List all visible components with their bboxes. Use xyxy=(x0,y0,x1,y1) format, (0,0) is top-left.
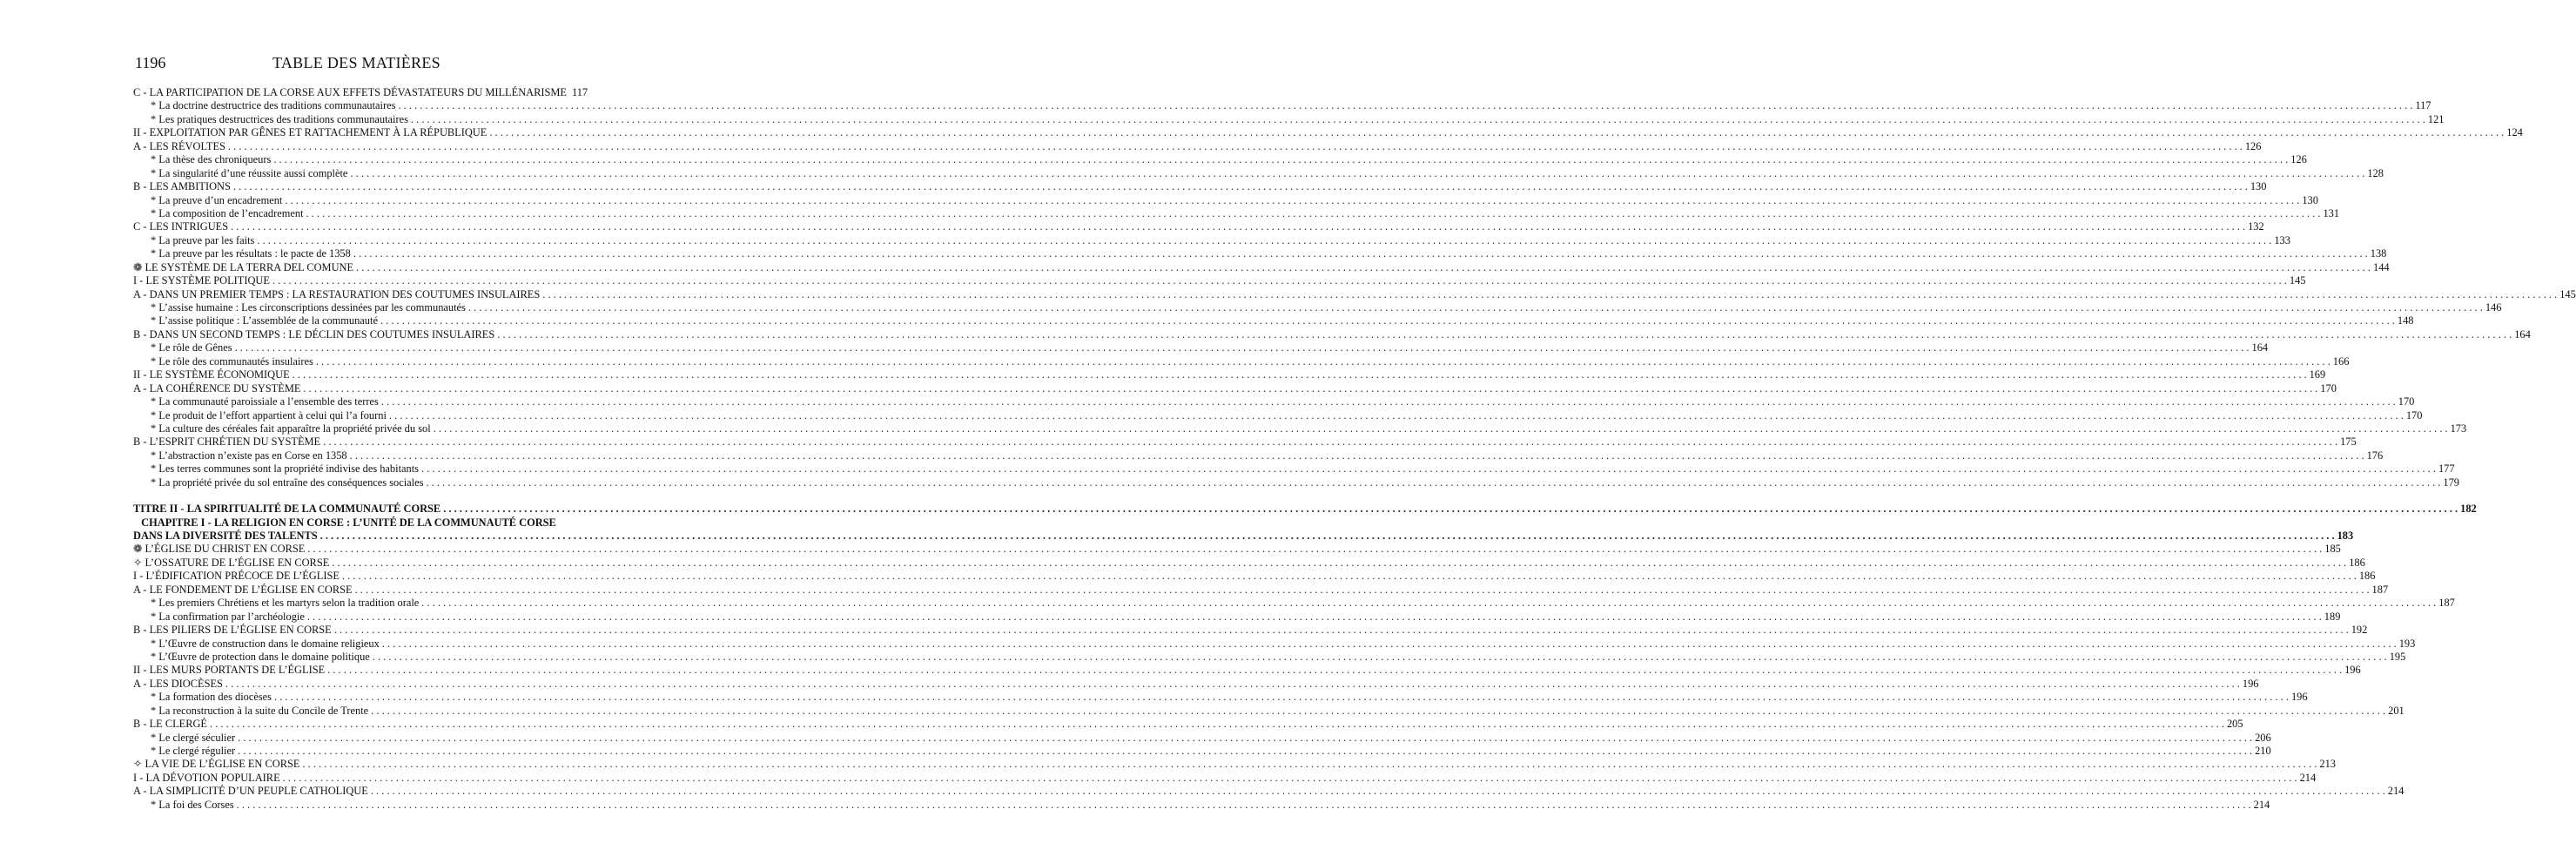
dot-leader xyxy=(235,341,2250,354)
toc-subentry xyxy=(133,112,2445,126)
entry-title: * La composition de l’encadrement xyxy=(151,206,304,219)
entry-page-number: 169 xyxy=(2309,368,2326,381)
entry-title: I - LE SYSTÈME POLITIQUE xyxy=(133,274,270,287)
entry-title: A - LE FONDEMENT DE L’ÉGLISE EN CORSE xyxy=(133,583,353,596)
dot-leader xyxy=(225,678,2240,691)
dot-leader xyxy=(489,126,2504,139)
entry-page-number: 187 xyxy=(2371,583,2389,596)
entry-title: * L’assise humaine : Les circonscriptions dessinées par les communautés xyxy=(151,301,466,314)
entry-page-number: 193 xyxy=(2398,637,2416,650)
entry-page-number: 206 xyxy=(2255,731,2271,744)
entry-page-number: 170 xyxy=(2320,381,2337,395)
dot-leader xyxy=(273,153,2288,166)
entry-page-number: 164 xyxy=(2251,341,2269,354)
entry-title: * Les premiers Chrétiens et les martyrs selon la tradition orale xyxy=(151,597,420,610)
toc-entry xyxy=(133,435,2357,449)
entry-title: B - LES PILIERS DE L’ÉGLISE EN CORSE xyxy=(133,624,332,637)
toc-entry xyxy=(133,274,2306,287)
entry-page-number: 195 xyxy=(2389,650,2406,663)
toc-entry xyxy=(133,139,2262,153)
dot-leader xyxy=(293,368,2307,381)
entry-page-number: 179 xyxy=(2443,476,2459,489)
toc-entry xyxy=(133,368,2326,381)
entry-title: A - LES RÉVOLTES xyxy=(133,139,225,152)
entry-title: * La reconstruction à la suite du Concile de Trente xyxy=(151,704,369,717)
entry-page-number: 117 xyxy=(2415,99,2431,112)
entry-title: * La preuve par les résultats : le pacte de 1358 xyxy=(151,247,351,260)
toc-entry xyxy=(133,758,2336,771)
entry-title: II - LE SYSTÈME ÉCONOMIQUE xyxy=(133,368,290,381)
dot-leader xyxy=(302,758,2317,771)
entry-title: * La singularité d’une réussite aussi complète xyxy=(151,166,348,179)
dot-leader xyxy=(434,422,2448,435)
entry-page-number: 126 xyxy=(2290,153,2307,166)
entry-page-number: 130 xyxy=(2302,193,2318,206)
toc-subentry xyxy=(133,449,2384,462)
entry-page-number: 117 xyxy=(571,86,589,98)
toc-entry xyxy=(133,220,2264,233)
dot-leader xyxy=(382,638,2397,651)
dot-leader xyxy=(411,113,2425,126)
toc-subentry xyxy=(133,99,2431,112)
dot-leader xyxy=(421,462,2436,476)
entry-title: * La preuve d’un encadrement xyxy=(151,193,283,206)
toc-entry xyxy=(133,260,2390,274)
toc-subentry xyxy=(133,704,2404,718)
dot-leader xyxy=(356,261,2371,274)
toc-subentry xyxy=(133,408,2423,422)
entry-page-number: 145 xyxy=(2289,274,2306,287)
dot-leader xyxy=(237,799,2251,812)
toc-section-2 xyxy=(133,543,2455,812)
entry-page-number: 148 xyxy=(2397,314,2414,327)
toc-entry xyxy=(133,785,2404,798)
dot-leader xyxy=(373,651,2387,664)
entry-title: * La foi des Corses xyxy=(151,798,234,811)
dot-leader xyxy=(303,382,2317,395)
dot-leader xyxy=(381,395,2396,408)
entry-title: * La communauté paroissiale a l’ensemble des terres xyxy=(151,395,379,408)
entry-title: B - LE CLERGÉ xyxy=(133,718,208,731)
dot-leader xyxy=(231,220,2245,233)
section-spacer xyxy=(133,489,564,503)
toc-subentry xyxy=(133,395,2415,408)
entry-page-number: 196 xyxy=(2290,691,2308,704)
dot-leader xyxy=(316,355,2331,368)
entry-page-number: 186 xyxy=(2358,570,2376,583)
entry-page-number: 121 xyxy=(2427,112,2445,125)
entry-page-number: 131 xyxy=(2323,206,2340,219)
entry-title: * La culture des céréales fait apparaître la propriété privée du sol xyxy=(151,422,431,435)
toc-section-1 xyxy=(133,86,2576,489)
toc-subentry xyxy=(133,476,2459,489)
entry-title: * La propriété privée du sol entraîne des conséquences sociales xyxy=(151,476,424,489)
entry-title: * Le rôle des communautés insulaires xyxy=(151,354,313,368)
dot-leader xyxy=(350,167,2364,180)
toc-subentry xyxy=(133,166,2384,180)
entry-page-number: 176 xyxy=(2366,449,2384,462)
entry-title: * Les pratiques destructrices des traditions communautaires xyxy=(151,112,408,125)
entry-title: * L’Œuvre de protection dans le domaine politique xyxy=(151,650,370,663)
entry-page-number: 145 xyxy=(2559,287,2576,300)
dot-leader xyxy=(398,99,2412,112)
toc-entry xyxy=(133,543,2341,556)
entry-page-number: 214 xyxy=(2299,771,2317,784)
chapitre-page: 183 xyxy=(2337,530,2354,542)
entry-page-number: 213 xyxy=(2319,758,2336,771)
toc-subentry xyxy=(133,745,2271,758)
entry-title: ❁ LE SYSTÈME DE LA TERRA DEL COMUNE xyxy=(133,260,354,273)
toc-entry xyxy=(133,86,589,99)
dot-leader xyxy=(342,570,2357,583)
titre-title: TITRE II - LA SPIRITUALITÉ DE LA COMMUNAUTÉ CORSE xyxy=(133,503,441,516)
entry-page-number: 173 xyxy=(2450,422,2467,435)
toc-subentry xyxy=(133,206,2340,220)
dot-leader xyxy=(327,664,2342,677)
dot-leader xyxy=(210,718,2224,731)
toc-subentry xyxy=(133,597,2455,610)
entry-page-number: 170 xyxy=(2405,408,2423,422)
entry-title: * L’Œuvre de construction dans le domaine religieux xyxy=(151,637,380,650)
dot-leader xyxy=(233,180,2248,193)
dot-leader xyxy=(371,785,2385,798)
toc-entry xyxy=(133,556,2365,570)
dot-leader xyxy=(443,503,2458,516)
titre-entry xyxy=(133,503,2477,516)
entry-page-number: 189 xyxy=(2324,610,2341,623)
toc-entry xyxy=(133,677,2259,691)
toc-entry xyxy=(133,287,2576,301)
entry-title: II - EXPLOITATION PAR GÊNES ET RATTACHEMENT À LA RÉPUBLIQUE xyxy=(133,126,488,139)
entry-page-number: 132 xyxy=(2248,220,2264,233)
dot-leader xyxy=(307,611,2322,624)
toc-subentry xyxy=(133,462,2455,476)
entry-title: B - L’ESPRIT CHRÉTIEN DU SYSTÈME xyxy=(133,435,321,449)
entry-title: * Le clergé séculier xyxy=(151,731,236,744)
dot-leader xyxy=(332,557,2346,570)
toc-entry xyxy=(133,624,2368,637)
entry-page-number: 175 xyxy=(2340,435,2357,449)
entry-page-number: 196 xyxy=(2242,677,2259,690)
toc-subentry xyxy=(133,247,2387,260)
dot-leader xyxy=(468,301,2483,314)
entry-page-number: 210 xyxy=(2255,745,2271,757)
page-number: 1196 xyxy=(135,54,166,71)
toc-subentry xyxy=(133,193,2318,207)
toc-subentry xyxy=(133,691,2308,704)
toc-entry xyxy=(133,327,2531,341)
entry-title: A - LES DIOCÈSES xyxy=(133,677,223,690)
entry-title: * La preuve par les faits xyxy=(151,233,255,246)
entry-title: * Le rôle de Gênes xyxy=(151,341,232,354)
dot-leader xyxy=(285,194,2299,207)
entry-title: * La formation des diocèses xyxy=(151,691,272,704)
entry-title: A - LA COHÉRENCE DU SYSTÈME xyxy=(133,381,301,395)
entry-page-number: 177 xyxy=(2438,462,2455,476)
entry-page-number: 205 xyxy=(2226,718,2243,731)
entry-page-number: 138 xyxy=(2370,247,2387,260)
toc-subentry xyxy=(133,731,2271,745)
toc-entry xyxy=(133,718,2243,731)
dot-leader xyxy=(389,409,2404,422)
dot-leader xyxy=(320,530,2335,543)
entry-page-number: 144 xyxy=(2373,260,2390,273)
toc-entry xyxy=(133,664,2361,677)
entry-title: ✧ L’OSSATURE DE L’ÉGLISE EN CORSE xyxy=(133,556,330,569)
entry-title: I - LA DÉVOTION POPULAIRE xyxy=(133,771,280,784)
toc-entry xyxy=(133,126,2523,139)
entry-page-number: 124 xyxy=(2506,126,2523,139)
entry-page-number: 146 xyxy=(2485,301,2502,314)
dot-leader xyxy=(353,247,2368,260)
entry-page-number: 186 xyxy=(2349,556,2365,569)
toc-subentry xyxy=(133,354,2350,368)
entry-page-number: 187 xyxy=(2438,597,2455,610)
entry-title: * La confirmation par l’archéologie xyxy=(151,610,305,623)
entry-title: A - LA SIMPLICITÉ D’UN PEUPLE CATHOLIQUE xyxy=(133,785,368,798)
toc-subentry xyxy=(133,637,2416,651)
entry-title: * La doctrine destructrice des traditions communautaires xyxy=(151,99,396,112)
dot-leader xyxy=(350,449,2364,462)
dot-leader xyxy=(542,288,2557,301)
dot-leader xyxy=(257,234,2271,247)
entry-title: C - LA PARTICIPATION DE LA CORSE AUX EFFETS DÉVASTATEURS DU MILLÉNARISME xyxy=(133,86,567,98)
entry-page-number: 133 xyxy=(2274,233,2290,246)
dot-leader xyxy=(355,584,2370,597)
toc-entry xyxy=(133,381,2337,395)
titre-page: 182 xyxy=(2460,503,2477,516)
chapitre-entry xyxy=(133,530,2354,543)
entry-page-number: 185 xyxy=(2324,543,2341,556)
toc-entry xyxy=(133,583,2389,597)
dot-leader xyxy=(334,624,2349,637)
toc-subentry xyxy=(133,422,2467,435)
entry-page-number: 214 xyxy=(2253,798,2270,811)
entry-title: * L’assise politique : L’assemblée de la communauté xyxy=(151,314,378,327)
toc-subentry xyxy=(133,153,2307,166)
entry-title: I - L’ÉDIFICATION PRÉCOCE DE L’ÉGLISE xyxy=(133,570,340,583)
chapitre-title-line2: DANS LA DIVERSITÉ DES TALENTS xyxy=(133,530,318,542)
dot-leader xyxy=(274,691,2289,704)
table-of-contents xyxy=(133,86,2576,812)
toc-entry xyxy=(133,771,2317,785)
dot-leader xyxy=(323,435,2337,449)
chapitre-title-line1: CHAPITRE I - LA RELIGION EN CORSE : L’UNITÉ DE LA COMMUNAUTÉ CORSE xyxy=(141,516,556,529)
entry-title: II - LES MURS PORTANTS DE L’ÉGLISE xyxy=(133,664,326,677)
entry-title: B - LES AMBITIONS xyxy=(133,180,231,193)
toc-entry xyxy=(133,180,2267,193)
toc-subentry xyxy=(133,314,2414,327)
entry-page-number: 164 xyxy=(2514,327,2531,341)
dot-leader xyxy=(272,274,2287,287)
entry-page-number: 192 xyxy=(2351,624,2368,637)
running-title: TABLE DES MATIÈRES xyxy=(272,54,441,71)
entry-title: B - DANS UN SECOND TEMPS : LE DÉCLIN DES COUTUMES INSULAIRES xyxy=(133,327,495,341)
toc-entry xyxy=(133,570,2376,583)
entry-page-number: 126 xyxy=(2244,139,2262,152)
entry-title: C - LES INTRIGUES xyxy=(133,220,229,233)
entry-page-number: 196 xyxy=(2344,664,2361,677)
toc-subentry xyxy=(133,233,2290,247)
dot-leader xyxy=(283,772,2297,785)
entry-page-number: 201 xyxy=(2388,704,2404,717)
dot-leader xyxy=(228,140,2243,153)
dot-leader xyxy=(371,705,2385,718)
dot-leader xyxy=(307,543,2322,556)
entry-page-number: 166 xyxy=(2332,354,2350,368)
entry-title: * Les terres communes sont la propriété indivise des habitants xyxy=(151,462,419,476)
entry-page-number: 130 xyxy=(2250,180,2267,193)
toc-subentry xyxy=(133,798,2270,812)
dot-leader xyxy=(380,314,2395,327)
entry-page-number: 214 xyxy=(2387,785,2404,798)
entry-title: ✧ LA VIE DE L’ÉGLISE EN CORSE xyxy=(133,758,300,771)
dot-leader xyxy=(306,207,2320,220)
entry-page-number: 170 xyxy=(2398,395,2415,408)
toc-subentry xyxy=(133,341,2269,354)
toc-subentry xyxy=(133,610,2341,624)
entry-title: * La thèse des chroniqueurs xyxy=(151,153,272,166)
page-header xyxy=(135,54,562,75)
entry-title: ❁ L’ÉGLISE DU CHRIST EN CORSE xyxy=(133,543,306,556)
toc-subentry xyxy=(133,301,2502,314)
entry-page-number: 128 xyxy=(2367,166,2384,179)
dot-leader xyxy=(238,732,2252,745)
dot-leader xyxy=(238,745,2252,758)
entry-title: * Le clergé régulier xyxy=(151,745,236,757)
dot-leader xyxy=(426,476,2440,489)
entry-title: * Le produit de l’effort appartient à celui qui l’a fourni xyxy=(151,408,387,422)
dot-leader xyxy=(421,597,2436,610)
entry-title: * L’abstraction n’existe pas en Corse en 1358 xyxy=(151,449,347,462)
toc-subentry xyxy=(133,650,2406,664)
entry-title: A - DANS UN PREMIER TEMPS : LA RESTAURATION DES COUTUMES INSULAIRES xyxy=(133,287,541,300)
dot-leader xyxy=(497,328,2512,341)
